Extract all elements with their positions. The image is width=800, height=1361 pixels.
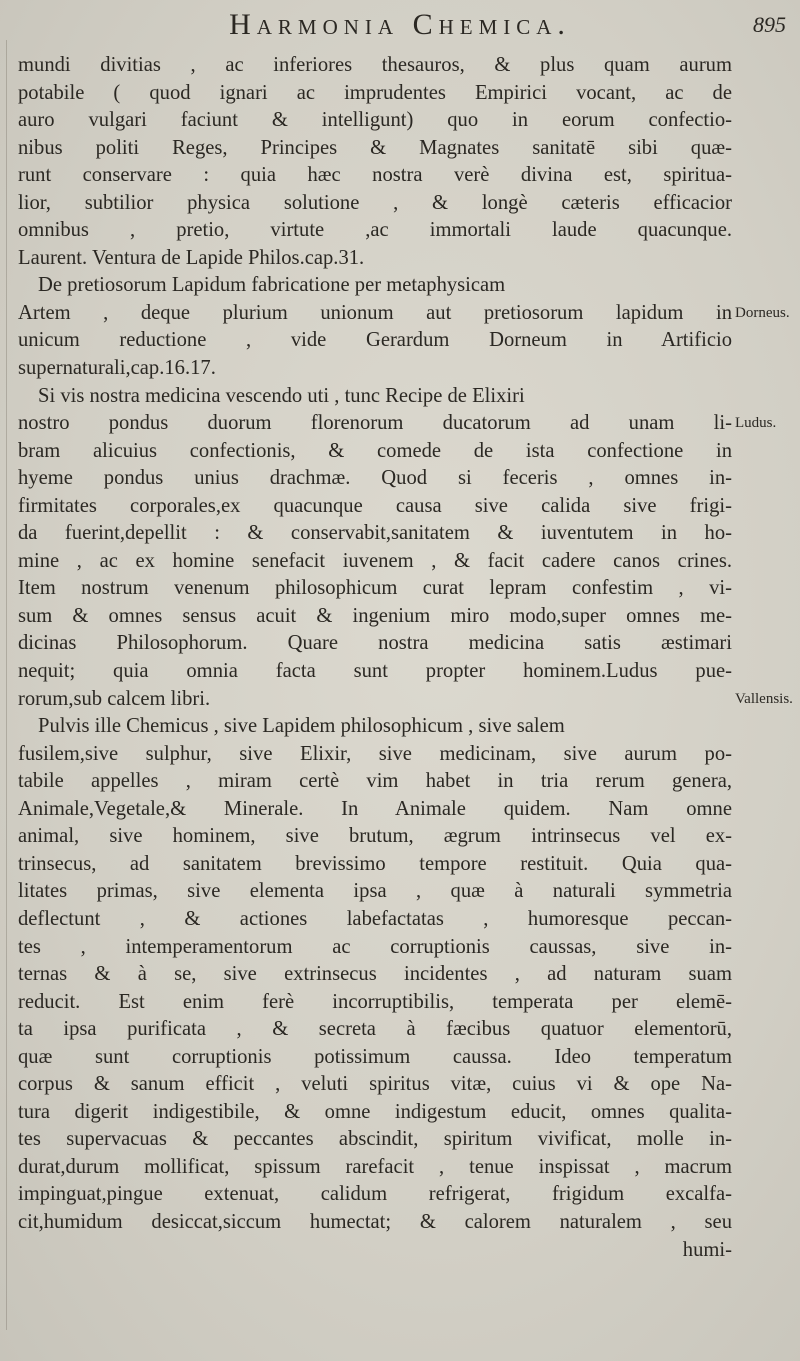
text-line: tabile appelles , miram certè vim habet in tria rerum genera,: [18, 770, 732, 793]
text-line: corpus & sanum efficit , veluti spiritus vitæ, cuius vi & ope Na-: [18, 1073, 732, 1096]
text-line: Pulvis ille Chemicus , sive Lapidem philosophicum , sive salem: [38, 715, 565, 738]
text-line: omnibus , pretio, virtute ,ac immortali laude quacunque.: [18, 219, 732, 242]
text-line: auro vulgari faciunt & intelligunt) quo in eorum confectio-: [18, 109, 732, 132]
text-line: trinsecus, ad sanitatem brevissimo tempore restituit. Quia qua-: [18, 852, 732, 875]
margin-note: Dorneus.: [735, 304, 790, 321]
text-line: potabile ( quod ignari ac imprudentes Empirici vocant, ac de: [18, 81, 732, 104]
text-line: unicum reductione , vide Gerardum Dorneum in Artificio: [18, 329, 732, 352]
text-line: Item nostrum venenum philosophicum curat lepram confestim , vi-: [18, 577, 732, 600]
text-line: Animale,Vegetale,& Minerale. In Animale quidem. Nam omne: [18, 797, 732, 820]
text-line: deflectunt , & actiones labefactatas , humoresque peccan-: [18, 907, 732, 930]
text-line: da fuerint,depellit : & conservabit,sanitatem & iuventutem in ho-: [18, 522, 732, 545]
text-line: mine , ac ex homine senefacit iuvenem , & facit cadere canos crines.: [18, 549, 732, 572]
text-line: nequit; quia omnia facta sunt propter hominem.Ludus pue-: [18, 660, 732, 683]
text-line: reducit. Est enim ferè incorruptibilis, temperata per elemē-: [18, 990, 732, 1013]
text-line: runt conservare : quia hæc nostra verè divina est, spiritua-: [18, 164, 732, 187]
page-header: [0, 4, 800, 48]
text-line: dicinas Philosophorum. Quare nostra medicina satis æstimari: [18, 632, 732, 655]
text-line: sum & omnes sensus acuit & ingenium miro modo,super omnes me-: [18, 604, 732, 627]
text-line: firmitates corporales,ex quacunque causa sive calida sive frigi-: [18, 494, 732, 517]
text-line: Laurent. Ventura de Lapide Philos.cap.31.: [18, 246, 365, 269]
text-line: Si vis nostra medicina vescendo uti , tunc Recipe de Elixiri: [38, 384, 525, 407]
text-line: cit,humidum desiccat,siccum humectat; & calorem naturalem , seu: [18, 1210, 732, 1233]
text-line: nibus politi Reges, Principes & Magnates sanitatē sibi quæ-: [18, 136, 732, 159]
margin-note: Vallensis.: [735, 690, 793, 707]
text-line: fusilem,sive sulphur, sive Elixir, sive medicinam, sive aurum po-: [18, 742, 732, 765]
margin-note: Ludus.: [735, 415, 777, 432]
text-line: tura digerit indigestibile, & omne indigestum educit, omnes qualita-: [18, 1100, 732, 1123]
text-line: lior, subtilior physica solutione , & longè cæteris efficacior: [18, 191, 732, 214]
text-line: tes supervacuas & peccantes abscindit, spiritum vivificat, molle in-: [18, 1128, 732, 1151]
running-head: Harmonia Chemica.: [229, 8, 571, 41]
text-line: ternas & à se, sive extrinsecus incidentes , ad naturam suam: [18, 963, 732, 986]
body-text: [18, 52, 732, 1264]
text-line: bram alicuius confectionis, & comede de ista confectione in: [18, 439, 732, 462]
text-line: ta ipsa purificata , & secreta à fæcibus quatuor elementorū,: [18, 1018, 732, 1041]
page-number: 895: [753, 12, 786, 37]
text-line: humi-: [682, 1238, 732, 1261]
text-line: tes , intemperamentorum ac corruptionis caussas, sive in-: [18, 935, 732, 958]
text-line: mundi divitias , ac inferiores thesauros, & plus quam aurum: [18, 54, 732, 76]
text-line: impinguat,pingue extenuat, calidum refrigerat, frigidum excalfa-: [18, 1183, 732, 1206]
text-line: supernaturali,cap.16.17.: [18, 357, 216, 380]
text-line: nostro pondus duorum florenorum ducatorum ad unam li-: [18, 412, 732, 435]
text-line: litates primas, sive elementa ipsa , quæ à naturali symmetria: [18, 880, 732, 903]
text-line: hyeme pondus unius drachmæ. Quod si feceris , omnes in-: [18, 467, 732, 490]
text-line: De pretiosorum Lapidum fabricatione per metaphysicam: [38, 274, 506, 297]
text-line: durat,durum mollificat, spissum rarefacit , tenue inspissat , macrum: [18, 1155, 732, 1178]
text-line: rorum,sub calcem libri.: [18, 687, 211, 710]
text-line: Artem , deque plurium unionum aut pretiosorum lapidum in: [18, 301, 732, 324]
page-gutter-edge: [6, 40, 7, 1330]
text-line: animal, sive hominem, sive brutum, ægrum intrinsecus vel ex-: [18, 825, 732, 848]
text-line: quæ sunt corruptionis potissimum caussa. Ideo temperatum: [18, 1045, 732, 1068]
